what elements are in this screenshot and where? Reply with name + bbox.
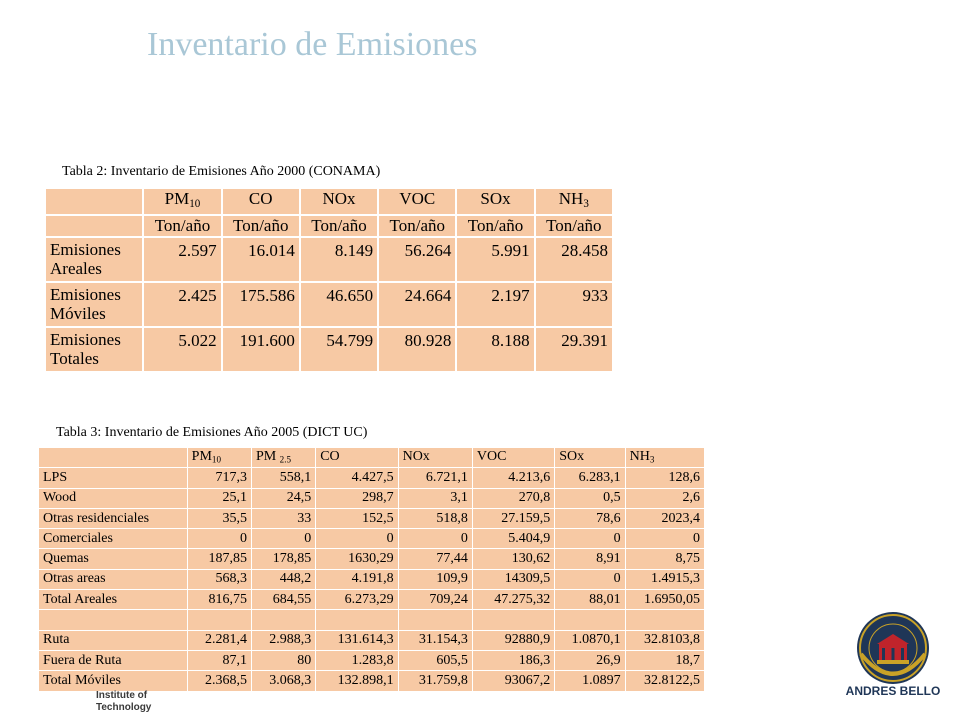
header-cell: $PM_{10}$ <box>143 188 221 215</box>
table-cell: 6.721,1 <box>398 468 472 488</box>
table-cell: 6.273,29 <box>316 590 398 610</box>
units-row <box>45 215 613 237</box>
header-cell: VOC <box>378 188 456 215</box>
table-cell: 0 <box>555 529 625 549</box>
row-label: Total Móviles <box>39 671 188 691</box>
table-cell: 80 <box>251 650 315 670</box>
table-cell: 31.154,3 <box>398 630 472 650</box>
table-cell: 0 <box>251 529 315 549</box>
table-cell: 1.6950,05 <box>625 590 704 610</box>
table-row <box>45 327 613 372</box>
table-cell: 6.283,1 <box>555 468 625 488</box>
table-cell: 131.614,3 <box>316 630 398 650</box>
header-cell: SOx <box>456 188 534 215</box>
table-cell: 1630,29 <box>316 549 398 569</box>
table-cell: 25,1 <box>187 488 251 508</box>
table-cell: 8,91 <box>555 549 625 569</box>
table-cell: 187,85 <box>187 549 251 569</box>
empty-units-cell <box>45 215 143 237</box>
table-row <box>39 590 705 610</box>
table-cell: 568,3 <box>187 569 251 589</box>
table-cell: 130,62 <box>472 549 554 569</box>
header-cell: CO <box>316 448 398 468</box>
table-row <box>39 488 705 508</box>
table3-caption: Tabla 3: Inventario de Emisiones Año 2005 (DICT UC) <box>56 425 368 440</box>
table-cell: 88,01 <box>555 590 625 610</box>
unit-cell: Ton/año <box>456 215 534 237</box>
table-cell: 4.427,5 <box>316 468 398 488</box>
institute-of-technology-label: Institute of Technology <box>96 690 152 713</box>
table-cell: 0 <box>398 529 472 549</box>
table-cell: 3,1 <box>398 488 472 508</box>
row-label: Otras areas <box>39 569 188 589</box>
empty-header-cell <box>45 188 143 215</box>
table-cell: 2.368,5 <box>187 671 251 691</box>
header-cell: $PM_{10}$ <box>187 448 251 468</box>
table-row <box>39 569 705 589</box>
table-cell: 109,9 <box>398 569 472 589</box>
page-title: Inventario de Emisiones <box>147 26 478 63</box>
emissions-table-2005 <box>38 447 705 692</box>
table-cell: 56.264 <box>378 237 456 282</box>
header-cell: $NH_3$ <box>535 188 613 215</box>
table-cell: 2,6 <box>625 488 704 508</box>
row-label: Otras residenciales <box>39 508 188 528</box>
table-cell: 0 <box>625 529 704 549</box>
table-cell: 78,6 <box>555 508 625 528</box>
table-cell <box>398 610 472 630</box>
table2-caption: Tabla 2: Inventario de Emisiones Año 2000 (CONAMA) <box>62 164 381 179</box>
header-cell: VOC <box>472 448 554 468</box>
table-cell: 0 <box>187 529 251 549</box>
table-cell: 32.8122,5 <box>625 671 704 691</box>
table-row <box>45 237 613 282</box>
table-cell: 93067,2 <box>472 671 554 691</box>
table-cell: 2023,4 <box>625 508 704 528</box>
table3-body <box>39 468 705 691</box>
header-cell: PM $_{2.5}$ <box>251 448 315 468</box>
table-cell <box>472 610 554 630</box>
table-cell <box>625 610 704 630</box>
table-cell: 31.759,8 <box>398 671 472 691</box>
unit-cell: Ton/año <box>222 215 300 237</box>
table-cell: 518,8 <box>398 508 472 528</box>
header-cell: $NH_3$ <box>625 448 704 468</box>
table-cell: 1.0870,1 <box>555 630 625 650</box>
table-cell: 4.191,8 <box>316 569 398 589</box>
table-row <box>45 282 613 327</box>
table-row <box>39 650 705 670</box>
table-cell: 2.281,4 <box>187 630 251 650</box>
table-cell: 87,1 <box>187 650 251 670</box>
table-cell: 448,2 <box>251 569 315 589</box>
table-cell <box>187 610 251 630</box>
table-cell: 132.898,1 <box>316 671 398 691</box>
table-cell: 1.283,8 <box>316 650 398 670</box>
table-cell: 16.014 <box>222 237 300 282</box>
table-cell: 933 <box>535 282 613 327</box>
row-label: Comerciales <box>39 529 188 549</box>
table-cell: 717,3 <box>187 468 251 488</box>
table-cell: 8.149 <box>300 237 378 282</box>
table-cell: 2.197 <box>456 282 534 327</box>
row-label: Emisiones Móviles <box>45 282 143 327</box>
table-cell: 26,9 <box>555 650 625 670</box>
header-cell: CO <box>222 188 300 215</box>
table-cell: 2.425 <box>143 282 221 327</box>
table-cell: 298,7 <box>316 488 398 508</box>
table-cell: 92880,9 <box>472 630 554 650</box>
table-cell: 0 <box>316 529 398 549</box>
table-row <box>39 529 705 549</box>
table-cell: 816,75 <box>187 590 251 610</box>
table-cell: 0 <box>555 569 625 589</box>
header-cell: NOx <box>398 448 472 468</box>
table-cell: 1.4915,3 <box>625 569 704 589</box>
table-cell <box>251 610 315 630</box>
table-cell: 684,55 <box>251 590 315 610</box>
table-cell: 5.404,9 <box>472 529 554 549</box>
table-cell: 14309,5 <box>472 569 554 589</box>
table-cell: 5.022 <box>143 327 221 372</box>
table-cell: 47.275,32 <box>472 590 554 610</box>
table-cell: 29.391 <box>535 327 613 372</box>
table-cell: 18,7 <box>625 650 704 670</box>
table-cell: 709,24 <box>398 590 472 610</box>
table-cell: 1.0897 <box>555 671 625 691</box>
table-cell: 33 <box>251 508 315 528</box>
table-cell: 8.188 <box>456 327 534 372</box>
table-cell: 191.600 <box>222 327 300 372</box>
table-cell: 128,6 <box>625 468 704 488</box>
table-cell: 178,85 <box>251 549 315 569</box>
table-cell: 46.650 <box>300 282 378 327</box>
table-row <box>39 549 705 569</box>
table-cell: 2.597 <box>143 237 221 282</box>
table-header-row <box>39 448 705 468</box>
unit-cell: Ton/año <box>535 215 613 237</box>
table-cell: 77,44 <box>398 549 472 569</box>
table-cell: 2.988,3 <box>251 630 315 650</box>
table-cell: 4.213,6 <box>472 468 554 488</box>
table-row <box>39 630 705 650</box>
row-label: Fuera de Ruta <box>39 650 188 670</box>
table-cell: 558,1 <box>251 468 315 488</box>
unit-cell: Ton/año <box>378 215 456 237</box>
table-cell: 3.068,3 <box>251 671 315 691</box>
table-cell <box>555 610 625 630</box>
table-cell: 605,5 <box>398 650 472 670</box>
university-name: ANDRES BELLO <box>845 684 941 698</box>
empty-header-cell <box>39 448 188 468</box>
table-cell: 175.586 <box>222 282 300 327</box>
table-cell: 35,5 <box>187 508 251 528</box>
row-label: LPS <box>39 468 188 488</box>
table-row <box>39 468 705 488</box>
table-cell <box>316 610 398 630</box>
emissions-table-2000 <box>44 187 614 373</box>
row-label: Ruta <box>39 630 188 650</box>
table-cell: 8,75 <box>625 549 704 569</box>
row-label: Wood <box>39 488 188 508</box>
table-cell: 152,5 <box>316 508 398 528</box>
row-label: Quemas <box>39 549 188 569</box>
table-cell: 0,5 <box>555 488 625 508</box>
table-cell: 28.458 <box>535 237 613 282</box>
header-cell: NOx <box>300 188 378 215</box>
table-header-row <box>45 188 613 215</box>
table-cell: 54.799 <box>300 327 378 372</box>
table-cell: 186,3 <box>472 650 554 670</box>
table-row <box>39 671 705 691</box>
table-cell: 24,5 <box>251 488 315 508</box>
table-cell: 270,8 <box>472 488 554 508</box>
row-label: Emisiones Totales <box>45 327 143 372</box>
row-label: Emisiones Areales <box>45 237 143 282</box>
row-label <box>39 610 188 630</box>
row-label: Total Areales <box>39 590 188 610</box>
unit-cell: Ton/año <box>300 215 378 237</box>
table-row <box>39 508 705 528</box>
header-cell: SOx <box>555 448 625 468</box>
unit-cell: Ton/año <box>143 215 221 237</box>
table-cell: 24.664 <box>378 282 456 327</box>
table-cell: 27.159,5 <box>472 508 554 528</box>
table-cell: 80.928 <box>378 327 456 372</box>
table-cell: 32.8103,8 <box>625 630 704 650</box>
table-row <box>39 610 705 630</box>
table-cell: 5.991 <box>456 237 534 282</box>
